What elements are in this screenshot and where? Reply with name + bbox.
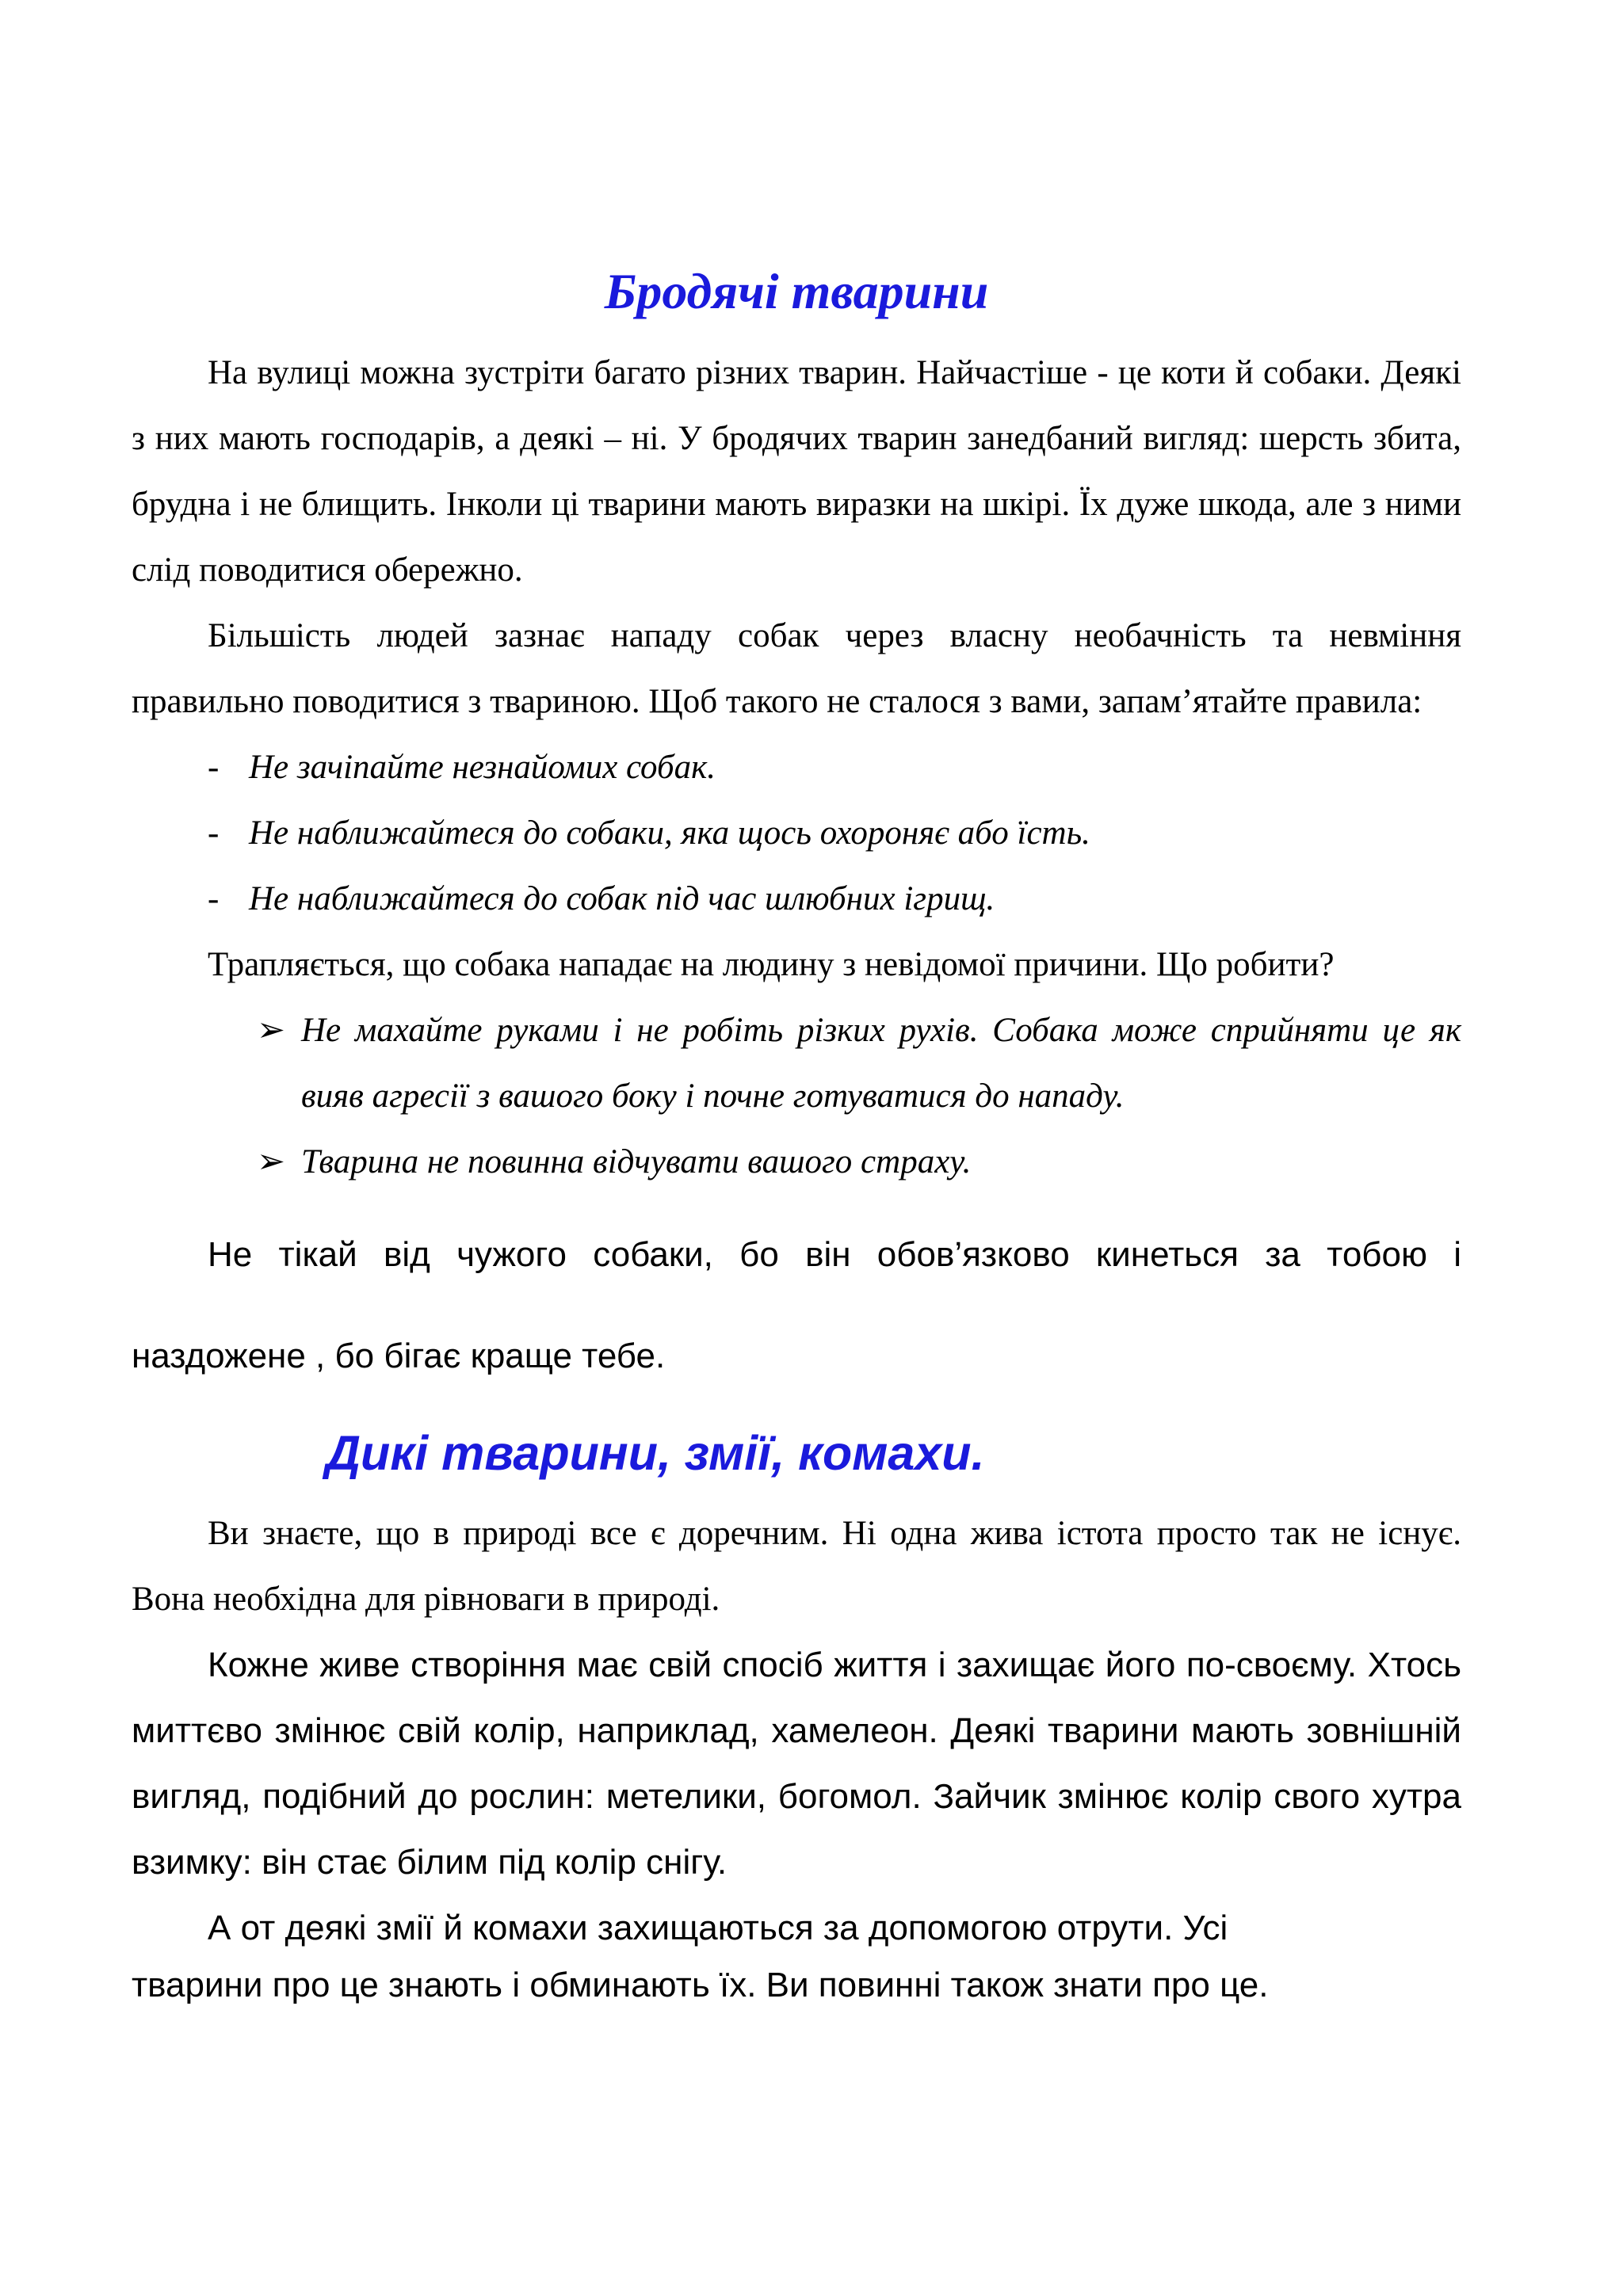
list-item: ➢ Тварина не повинна відчувати вашого страху. — [132, 1129, 1461, 1195]
list-item: - Не зачіпайте незнайомих собак. — [132, 734, 1461, 800]
list-item: - Не наближайтеся до собаки, яка щось охороняє або їсть. — [132, 800, 1461, 866]
section-title-stray-animals: Бродячі тварини — [604, 263, 989, 319]
paragraph-poison: А от деякі змії й комахи захищаються за допомогою отрути. Усі тварини про це знають і обминають їх. Ви повинні також знати про це. — [132, 1909, 1269, 2005]
paragraph-rules-intro: Більшість людей зазнає нападу собак через власну необачність та невміння правильно поводитися з твариною. Щоб такого не сталося з вами, запам’ятайте правила: — [132, 616, 1461, 720]
arrow-bullet-icon: ➢ — [257, 1011, 286, 1049]
dash-marker: - — [208, 748, 220, 786]
paragraph-intro: На вулиці можна зустріти багато різних тварин. Найчастіше - це коти й собаки. Деякі з них мають господарів, а деякі – ні. У бродячих тварин занедбаний вигляд: шерсть збита, брудна і не блищить. Інколи ці тварини мають виразки на шкірі. Їх дуже шкода, але з ними слід поводитися обережно. — [132, 353, 1461, 589]
dash-marker: - — [208, 814, 220, 852]
dash-marker: - — [208, 879, 220, 917]
rules-list — [132, 734, 1461, 932]
list-item: - Не наближайтеся до собак під час шлюбних ігрищ. — [132, 866, 1461, 932]
paragraph-what-to-do: Трапляється, що собака нападає на людину з невідомої причини. Що робити? — [208, 945, 1335, 983]
list-item: ➢ Не махайте руками і не робіть різких рухів. Собака може сприйняти це як вияв агресії з вашого боку і почне готуватися до нападу. — [132, 997, 1461, 1129]
advice-list — [132, 997, 1461, 1195]
paragraph-dont-run: Не тікай від чужого собаки, бо він обов’язково кинеться за тобою і наздожене , бо бігає краще тебе. — [132, 1234, 1461, 1375]
arrow-bullet-icon: ➢ — [257, 1142, 286, 1180]
document-page — [132, 261, 1461, 2010]
paragraph-nature-balance: Ви знаєте, що в природі все є доречним. Ні одна жива істота просто так не існує. Вона необхідна для рівноваги в природі. — [132, 1515, 1461, 1619]
section-title-wild-animals: Дикі тварини, змії, комахи. — [326, 1425, 985, 1480]
paragraph-protection: Кожне живе створіння має свій спосіб життя і захищає його по-своєму. Хтось миттєво змінює свій колір, наприклад, хамелеон. Деякі тварини мають зовнішній вигляд, подібний до рослин: метелики, богомол. Зайчик змінює колір свого хутра взимку: він стає білим під колір снігу. — [132, 1646, 1461, 1882]
